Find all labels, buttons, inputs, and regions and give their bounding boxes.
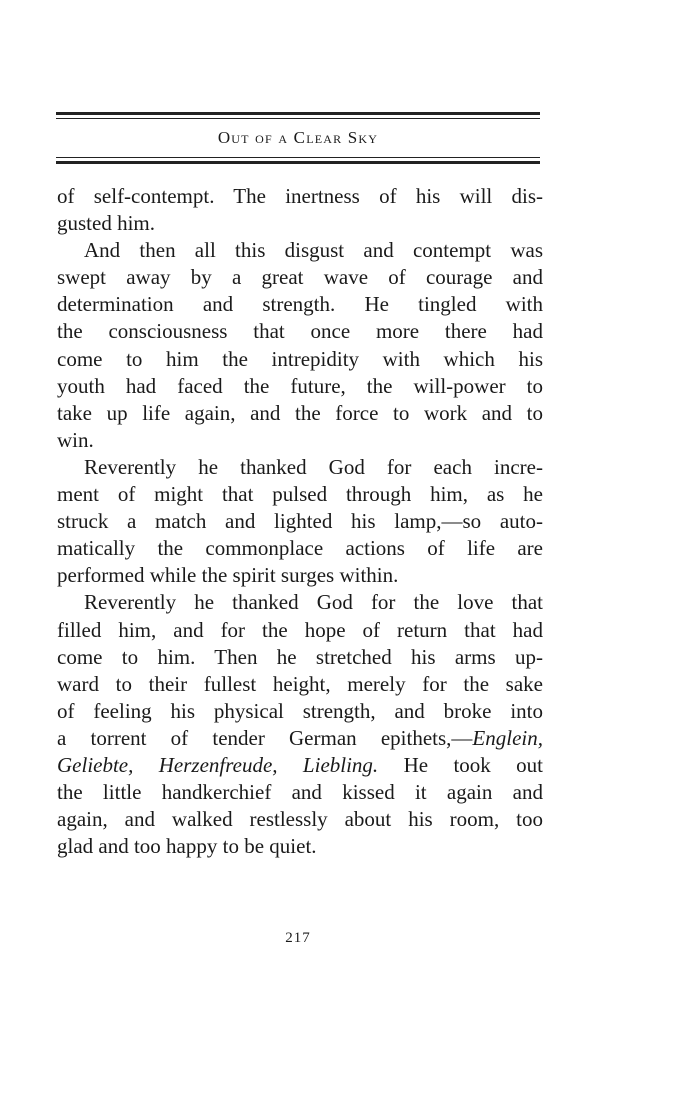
text-line: win. <box>57 427 94 452</box>
header-rule-bottom-thin <box>56 157 540 158</box>
text-line: matically the commonplace actions of life are <box>57 536 543 561</box>
header-rule-bottom-thick <box>56 161 540 164</box>
text-line: of self-contempt. The inertness of his will dis- <box>57 184 543 208</box>
text-line: the consciousness that once more there had <box>57 319 543 344</box>
text-line <box>57 725 543 752</box>
italic-text: Englein, <box>472 725 543 750</box>
text-line: Reverently he thanked God for each incre- <box>84 454 543 479</box>
text-line: struck a match and lighted his lamp,—so auto- <box>57 509 543 534</box>
text-line: ment of might that pulsed through him, as he <box>57 482 543 507</box>
text-line: the little handkerchief and kissed it again and <box>57 780 543 805</box>
text-line: youth had faced the future, the will-power to <box>57 373 543 398</box>
text-line: come to him. Then he stretched his arms up- <box>57 644 543 669</box>
text-line: performed while the spirit surges within. <box>57 563 399 588</box>
text-line: come to him the intrepidity with which his <box>57 346 543 371</box>
text-segment: He took out <box>378 752 543 777</box>
text-segment: a torrent of tender German epithets,— <box>57 725 473 750</box>
text-line: take up life again, and the force to work and to <box>57 400 543 425</box>
text-line: And then all this disgust and contempt was <box>84 238 543 263</box>
text-line: gusted him. <box>57 211 155 236</box>
text-line: determination and strength. He tingled with <box>57 292 543 317</box>
italic-text: Geliebte, Herzenfreude, Liebling. <box>57 752 379 777</box>
text-line: of feeling his physical strength, and broke into <box>57 698 543 723</box>
text-line: swept away by a great wave of courage and <box>57 265 543 290</box>
header-rule-top-thick <box>56 112 540 115</box>
text-line: ward to their fullest height, merely for the sake <box>57 671 543 696</box>
text-line: filled him, and for the hope of return that had <box>57 617 543 642</box>
header-rule-top-thin <box>56 118 540 119</box>
body-text <box>57 183 543 860</box>
text-line: Reverently he thanked God for the love that <box>84 590 543 615</box>
text-line <box>57 752 543 779</box>
page-number: 217 <box>285 930 311 946</box>
text-line: glad and too happy to be quiet. <box>57 834 317 859</box>
running-head: Out of a Clear Sky <box>217 128 379 147</box>
text-line: again, and walked restlessly about his room, too <box>57 807 543 832</box>
